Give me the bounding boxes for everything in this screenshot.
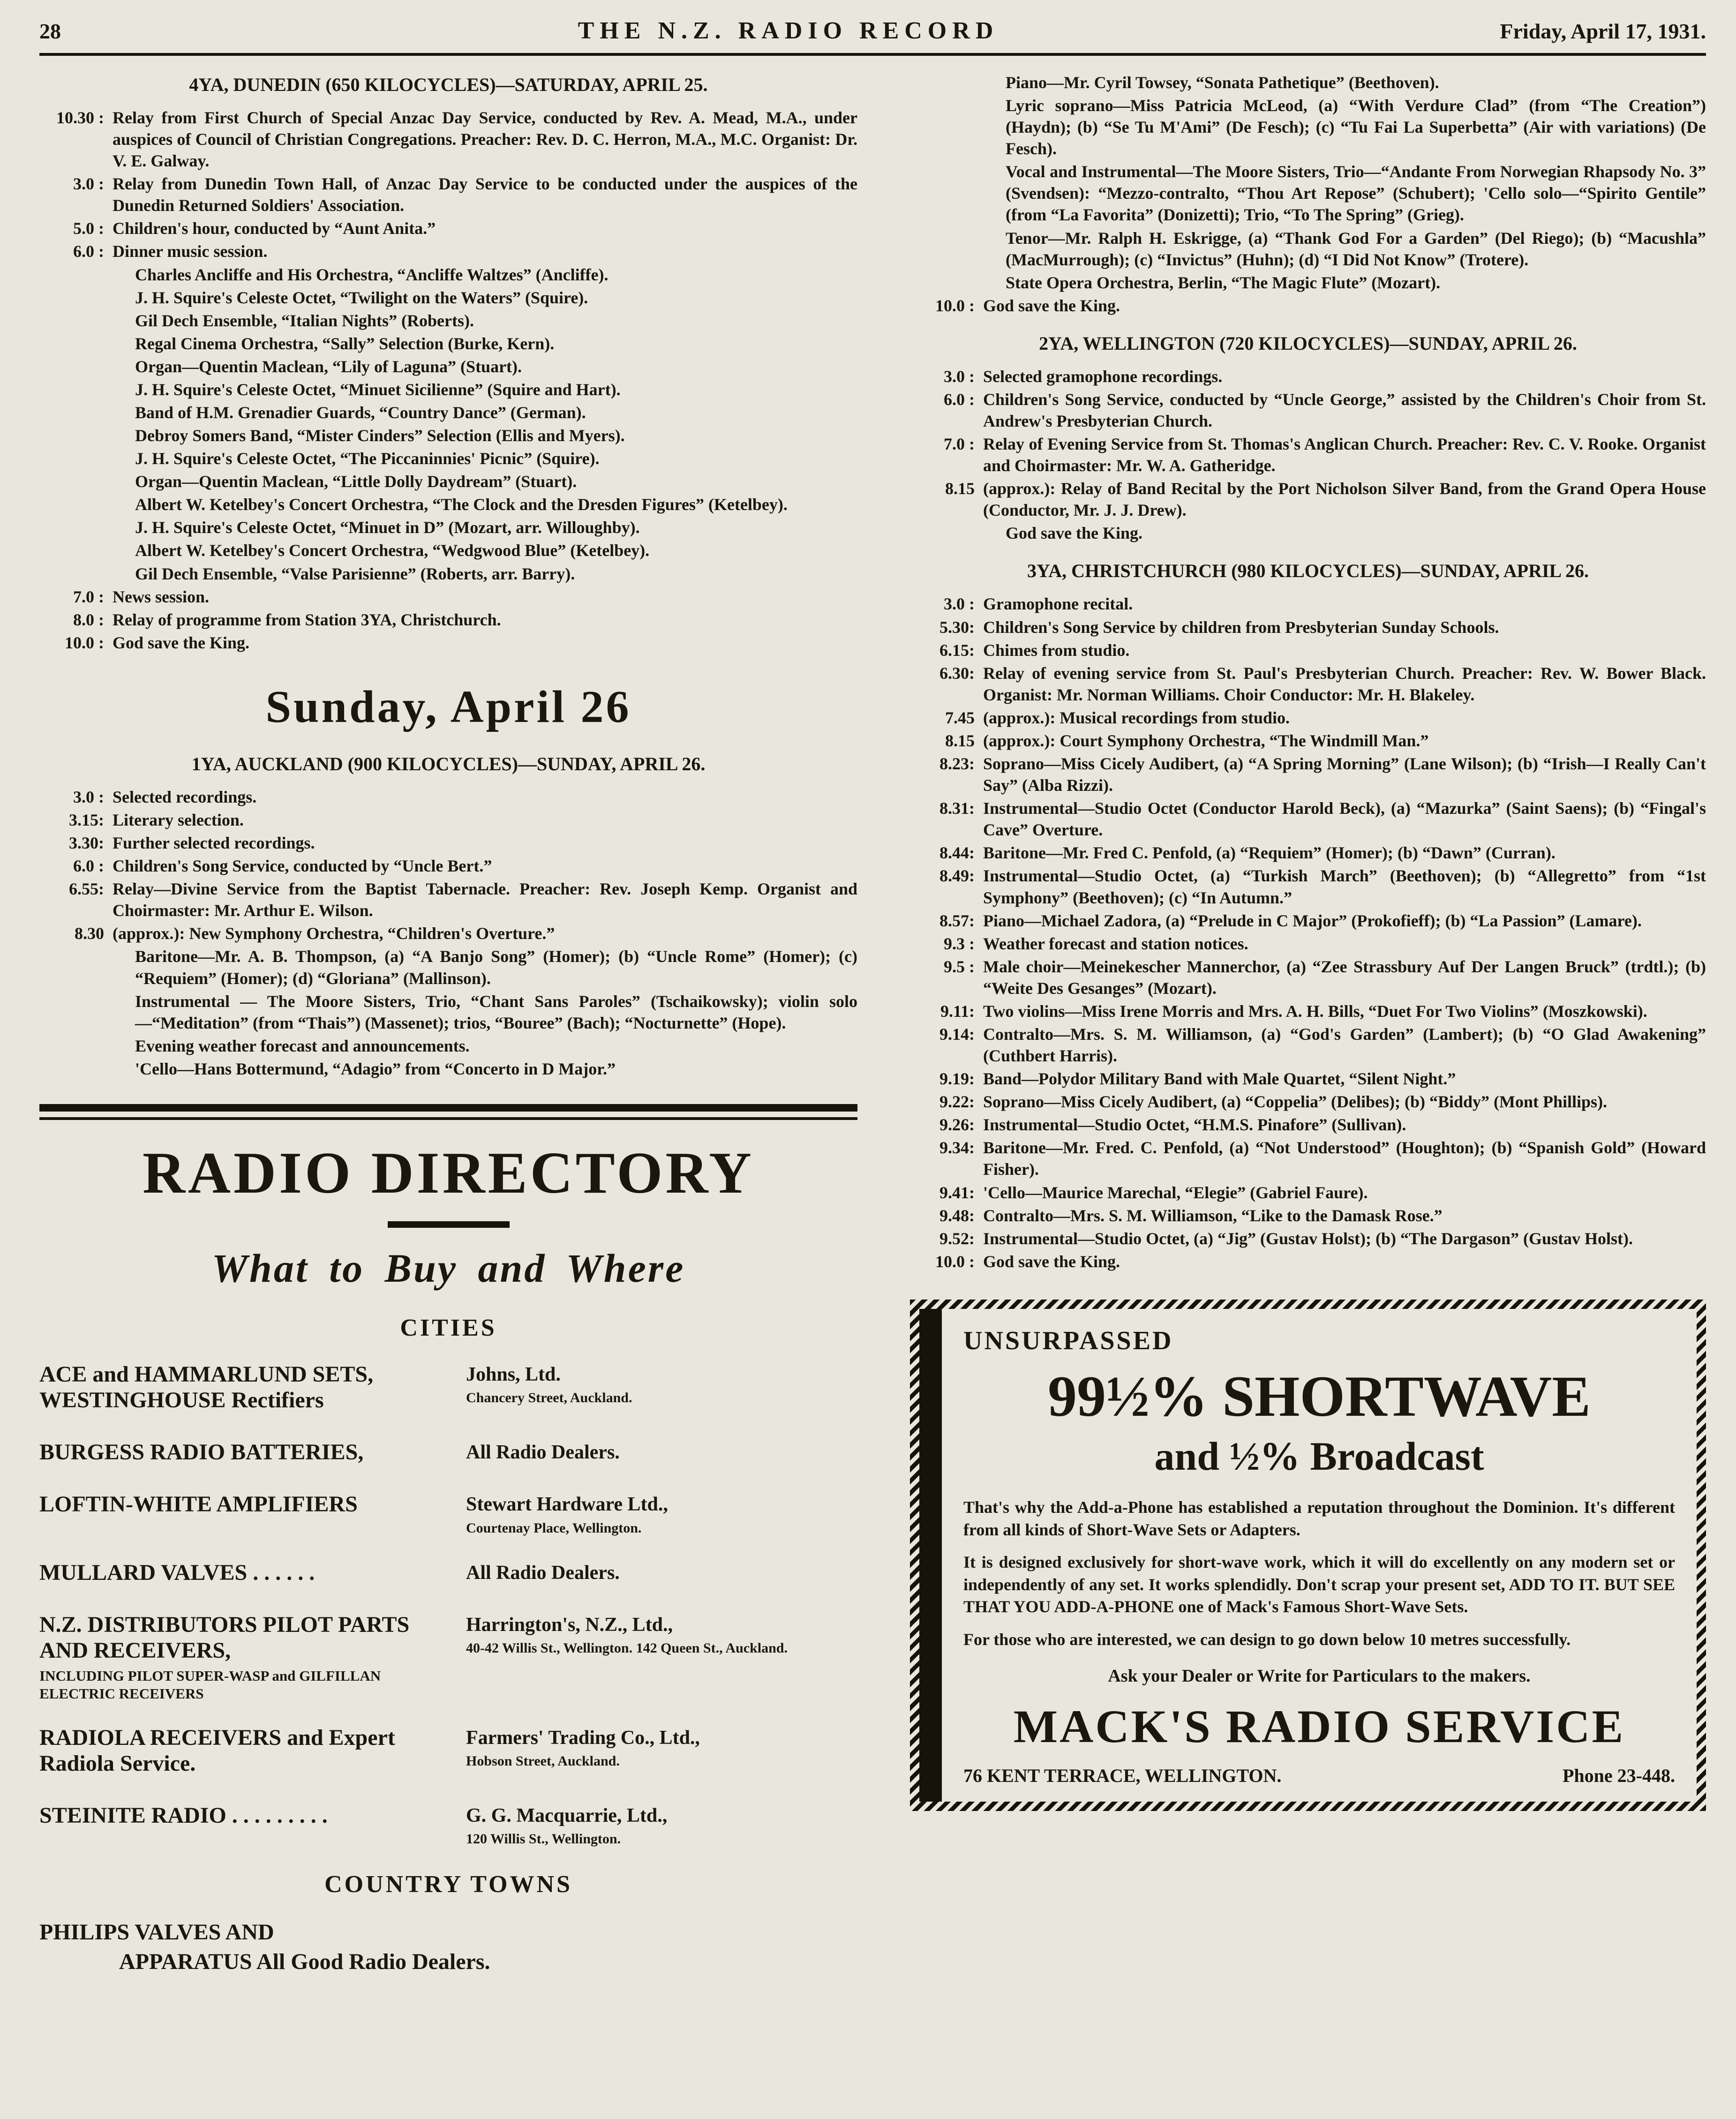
radio-directory-subtitle: What to Buy and Where xyxy=(211,1245,685,1291)
ad-paragraph-2: It is designed exclusively for short-wave work, which it will do excellently on any modern set or independently of any set. It works splendidly. Don't scrap your present set, ADD TO IT. BUT SEE THAT YOU ADD-A-PHONE one of Mack's Famous Short-Wave Sets. xyxy=(963,1553,1675,1616)
programme-item xyxy=(910,730,1706,751)
programme-time: 9.26: xyxy=(939,1115,975,1135)
programme-text: Contralto—Mrs. S. M. Williamson, (a) “God's Garden” (Lambert); (b) “O Glad Awakening” (Cuthbert Harris). xyxy=(983,1024,1706,1066)
programme-text: Organ—Quentin Maclean, “Lily of Laguna” (Stuart). xyxy=(135,357,522,376)
programme-time: 9.48: xyxy=(939,1206,975,1225)
programme-time xyxy=(39,540,113,561)
directory-entry xyxy=(39,1803,857,1848)
advertisement-macks-radio xyxy=(910,1300,1706,1811)
programme-item xyxy=(910,1068,1706,1090)
ad-paragraph-1: That's why the Add-a-Phone has established a reputation throughout the Dominion. It's different from all kinds of Short-Wave Sets or Adapters. xyxy=(963,1498,1675,1539)
programme-item xyxy=(910,433,1706,476)
ad-headline: 99½% SHORTWAVE xyxy=(1048,1364,1591,1428)
programme-list-4ya xyxy=(39,107,857,654)
programme-text: God save the King. xyxy=(983,1252,1120,1271)
programme-time: 9.5 : xyxy=(944,957,975,976)
programme-item xyxy=(39,310,857,331)
programme-time: 8.30 xyxy=(75,924,104,943)
programme-time xyxy=(910,272,983,293)
programme-item xyxy=(39,448,857,469)
programme-time: 9.14: xyxy=(939,1024,975,1044)
programme-text: Baritone—Mr. A. B. Thompson, (a) “A Banjo Song” (Homer); (b) “Uncle Rome” (Homer); (c) “Requiem” (Homer); (d) “Gloriana” (Mallinson). xyxy=(135,947,857,988)
ad-left-black-bar xyxy=(919,1309,942,1802)
programme-text: Instrumental — The Moore Sisters, Trio, “Chant Sans Paroles” (Tschaikowsky); violin solo—“Meditation” (from “Thais”) (Massenet); trios, “Bouree” (Bach); “Nocturnette” (Hope). xyxy=(135,992,857,1032)
programme-text: Instrumental—Studio Octet (Conductor Harold Beck), (a) “Mazurka” (Saint Saens); (b) “Fingal's Cave” Overture. xyxy=(983,799,1706,840)
programme-item xyxy=(39,264,857,286)
programme-time: 7.0 : xyxy=(944,435,975,454)
short-divider-rule xyxy=(388,1221,510,1228)
programme-text: Piano—Michael Zadora, (a) “Prelude in C Major” (Prokofieff); (b) “La Passion” (Lamare). xyxy=(983,911,1642,930)
programme-text: Literary selection. xyxy=(113,810,244,829)
station-heading-1ya-auckland: 1YA, AUCKLAND (900 KILOCYCLES)—SUNDAY, APRIL 26. xyxy=(191,753,706,774)
programme-list-3ya xyxy=(910,593,1706,1272)
programme-time: 8.31: xyxy=(939,799,975,818)
programme-text: Weather forecast and station notices. xyxy=(983,934,1248,953)
programme-text: Further selected recordings. xyxy=(113,834,315,853)
programme-item xyxy=(910,161,1706,225)
programme-text: State Opera Orchestra, Berlin, “The Magic Flute” (Mozart). xyxy=(1006,273,1441,292)
programme-text: J. H. Squire's Celeste Octet, “The Piccaninnies' Picnic” (Squire). xyxy=(135,449,600,468)
programme-time xyxy=(39,402,113,423)
programme-item xyxy=(39,786,857,808)
ad-address: 76 KENT TERRACE, WELLINGTON. xyxy=(963,1765,1282,1787)
directory-entry-product xyxy=(39,1560,452,1589)
programme-time: 6.0 : xyxy=(73,857,104,876)
directory-entries xyxy=(39,1361,857,1848)
programme-item xyxy=(910,707,1706,729)
programme-time: 3.0 : xyxy=(944,594,975,614)
directory-entry-product xyxy=(39,1361,452,1417)
directory-vendor-address: Chancery Street, Auckland. xyxy=(466,1390,632,1406)
programme-text: Relay of evening service from St. Paul's Presbyterian Church. Preacher: Rev. W. Bower Black. Organist: Mr. Norman Williams. Choir Conductor: Mr. H. Blakeley. xyxy=(983,663,1706,704)
directory-entry-vendor xyxy=(466,1725,857,1780)
directory-vendor-address: Courtenay Place, Wellington. xyxy=(466,1520,642,1536)
programme-item xyxy=(910,295,1706,316)
programme-text: Tenor—Mr. Ralph H. Eskrigge, (a) “Thank God For a Garden” (Del Riego); (b) “Macushla” (MacMurrough); (c) “Invictus” (Huhn); (d) “I Did Not Know” (Trotere). xyxy=(1006,228,1706,269)
programme-time xyxy=(39,563,113,585)
programme-time xyxy=(39,333,113,354)
programme-time: 9.3 : xyxy=(944,934,975,953)
programme-item xyxy=(39,240,857,262)
directory-product-name: STEINITE RADIO . . . . . . . . . xyxy=(39,1803,328,1828)
programme-item xyxy=(910,933,1706,954)
right-column xyxy=(910,72,1706,1976)
programme-text: Children's Song Service by children from Presbyterian Sunday Schools. xyxy=(983,617,1499,637)
directory-vendor-name: Farmers' Trading Co., Ltd., xyxy=(466,1727,700,1749)
programme-item xyxy=(39,1058,857,1080)
programme-time: 8.0 : xyxy=(73,610,104,629)
programme-time xyxy=(39,1035,113,1057)
programme-item xyxy=(910,639,1706,661)
programme-item xyxy=(39,991,857,1034)
programme-text: Vocal and Instrumental—The Moore Sisters, Trio—“Andante From Norwegian Rhapsody No. 3” (Svendsen): “Mezzo-contralto, “Thou Art Repose” (Schubert); 'Cello solo—“Spirito Gentile” (from “La Favorita” (Donizetti); Trio, “To The Spring” (Grieg). xyxy=(1006,162,1706,225)
station-heading-4ya-dunedin: 4YA, DUNEDIN (650 KILOCYCLES)—SATURDAY, APRIL 25. xyxy=(189,74,708,95)
programme-item xyxy=(910,227,1706,271)
programme-item xyxy=(39,471,857,492)
programme-text: Children's Song Service, conducted by “Uncle Bert.” xyxy=(113,857,492,876)
programme-item xyxy=(39,855,857,877)
programme-text: Children's Song Service, conducted by “Uncle George,” assisted by the Children's Choir from St. Andrew's Presbyterian Church. xyxy=(983,390,1706,431)
ad-brand-name: MACK'S RADIO SERVICE xyxy=(1013,1700,1625,1753)
country-entry-line2: APPARATUS All Good Radio Dealers. xyxy=(119,1949,490,1974)
programme-text: (approx.): New Symphony Orchestra, “Children's Overture.” xyxy=(113,924,555,943)
programme-text: Regal Cinema Orchestra, “Sally” Selection (Burke, Kern). xyxy=(135,334,555,353)
ad-tagline: UNSURPASSED xyxy=(963,1326,1173,1355)
programme-time: 5.0 : xyxy=(73,219,104,238)
programme-time: 8.57: xyxy=(939,911,975,930)
programme-time: 3.0 : xyxy=(944,367,975,386)
programme-list-1ya xyxy=(39,786,857,1080)
programme-text: Relay—Divine Service from the Baptist Tabernacle. Preacher: Rev. Joseph Kemp. Organist and Choirmaster: Mr. Arthur E. Wilson. xyxy=(113,879,857,920)
directory-product-note: INCLUDING PILOT SUPER-WASP and GILFILLAN ELECTRIC RECEIVERS xyxy=(39,1668,381,1702)
programme-time xyxy=(39,379,113,400)
programme-time xyxy=(39,310,113,331)
programme-text: Instrumental—Studio Octet, “H.M.S. Pinafore” (Sullivan). xyxy=(983,1115,1406,1135)
directory-entry xyxy=(39,1612,857,1702)
programme-time xyxy=(39,517,113,538)
programme-text: Two violins—Miss Irene Morris and Mrs. A. H. Bills, “Duet For Two Violins” (Moszkowski). xyxy=(983,1001,1647,1021)
day-heading-sunday: Sunday, April 26 xyxy=(265,681,631,732)
programme-text: Albert W. Ketelbey's Concert Orchestra, “The Clock and the Dresden Figures” (Ketelbey). xyxy=(135,495,788,514)
programme-time xyxy=(910,522,983,544)
programme-item xyxy=(910,522,1706,544)
directory-product-name: LOFTIN-WHITE AMPLIFIERS xyxy=(39,1492,358,1517)
directory-entry-vendor xyxy=(466,1439,857,1469)
programme-time: 3.30: xyxy=(69,834,104,853)
directory-entry-product xyxy=(39,1439,452,1469)
programme-time: 9.34: xyxy=(939,1138,975,1157)
ad-footer xyxy=(963,1765,1675,1787)
programme-item xyxy=(39,287,857,308)
programme-item xyxy=(39,107,857,172)
programme-time: 9.41: xyxy=(939,1183,975,1202)
programme-time: 8.49: xyxy=(939,866,975,886)
programme-item xyxy=(39,563,857,585)
programme-item xyxy=(910,1114,1706,1135)
programme-text: Baritone—Mr. Fred. C. Penfold, (a) “Not Understood” (Houghton); (b) “Spanish Gold” (Howard Fisher). xyxy=(983,1138,1706,1179)
programme-time: 9.19: xyxy=(939,1069,975,1089)
directory-entry xyxy=(39,1725,857,1780)
directory-entry xyxy=(39,1491,857,1537)
cities-heading: CITIES xyxy=(400,1314,497,1341)
programme-time: 7.45 xyxy=(945,708,975,727)
directory-entry-vendor xyxy=(466,1560,857,1589)
programme-text: Albert W. Ketelbey's Concert Orchestra, “Wedgwood Blue” (Ketelbey). xyxy=(135,541,650,560)
issue-date: Friday, April 17, 1931. xyxy=(1500,19,1706,43)
page-number: 28 xyxy=(39,19,61,43)
ad-paragraph-3: For those who are interested, we can design to go down below 10 metres successfully. xyxy=(963,1630,1571,1649)
directory-vendor-address: 40-42 Willis St., Wellington. 142 Queen St., Auckland. xyxy=(466,1640,788,1656)
programme-text: Band—Polydor Military Band with Male Quartet, “Silent Night.” xyxy=(983,1069,1456,1089)
programme-time: 8.15 xyxy=(945,731,975,750)
programme-item xyxy=(39,173,857,216)
programme-time xyxy=(39,991,113,1034)
programme-item xyxy=(39,809,857,831)
programme-item xyxy=(910,1137,1706,1180)
station-heading-2ya-wellington: 2YA, WELLINGTON (720 KILOCYCLES)—SUNDAY, APRIL 26. xyxy=(1039,332,1577,354)
programme-text: Band of H.M. Grenadier Guards, “Country Dance” (German). xyxy=(135,403,586,422)
programme-item xyxy=(910,272,1706,293)
programme-list-2ya xyxy=(910,366,1706,544)
programme-item xyxy=(39,218,857,239)
programme-text: Baritone—Mr. Fred C. Penfold, (a) “Requiem” (Homer); (b) “Dawn” (Curran). xyxy=(983,843,1556,863)
programme-item xyxy=(910,478,1706,521)
directory-vendor-name: Johns, Ltd. xyxy=(466,1363,561,1385)
programme-time: 8.44: xyxy=(939,843,975,863)
ad-call-to-action: Ask your Dealer or Write for Particulars to the makers. xyxy=(1108,1666,1531,1686)
directory-vendor-name: G. G. Macquarrie, Ltd., xyxy=(466,1805,668,1827)
ad-phone: Phone 23-448. xyxy=(1563,1765,1675,1787)
directory-vendor-name: Stewart Hardware Ltd., xyxy=(466,1494,668,1516)
country-entry-line1: PHILIPS VALVES AND xyxy=(39,1920,274,1945)
programme-text: Lyric soprano—Miss Patricia McLeod, (a) “With Verdure Clad” (from “The Creation”) (Haydn); (b) “Se Tu M'Ami” (De Fesch); (c) “Tu Fai La Superbetta” (Air with variations) (De Fesch). xyxy=(1006,96,1706,158)
programme-item xyxy=(910,1251,1706,1272)
programme-item xyxy=(910,1182,1706,1203)
directory-entry-vendor xyxy=(466,1612,857,1702)
directory-product-name: ACE and HAMMARLUND SETS, WESTINGHOUSE Rectifiers xyxy=(39,1361,374,1413)
programme-text: Charles Ancliffe and His Orchestra, “Ancliffe Waltzes” (Ancliffe). xyxy=(135,265,609,284)
ad-content xyxy=(942,1309,1697,1802)
programme-time xyxy=(39,1058,113,1080)
programme-time xyxy=(39,287,113,308)
programme-item xyxy=(39,832,857,854)
directory-entry-product xyxy=(39,1803,452,1848)
directory-vendor-name: All Radio Dealers. xyxy=(466,1562,620,1584)
directory-vendor-name: Harrington's, N.Z., Ltd., xyxy=(466,1614,673,1636)
programme-text: (approx.): Court Symphony Orchestra, “The Windmill Man.” xyxy=(983,731,1429,750)
programme-time: 6.0 : xyxy=(944,390,975,409)
programme-time: 9.22: xyxy=(939,1092,975,1112)
programme-item xyxy=(910,1091,1706,1112)
programme-item xyxy=(39,609,857,631)
programme-text: J. H. Squire's Celeste Octet, “Twilight on the Waters” (Squire). xyxy=(135,288,588,307)
programme-text: J. H. Squire's Celeste Octet, “Minuet in D” (Mozart, arr. Willoughby). xyxy=(135,518,640,537)
advertisement-inner xyxy=(919,1309,1697,1802)
programme-text: Instrumental—Studio Octet, (a) “Turkish March” (Beethoven); (b) “Allegretto” from “1st Symphony” (Beethoven); (c) “In Autumn.” xyxy=(983,866,1706,907)
programme-time xyxy=(910,72,983,93)
programme-item xyxy=(39,540,857,561)
directory-vendor-address: 120 Willis St., Wellington. xyxy=(466,1831,621,1847)
programme-item xyxy=(39,923,857,944)
programme-text: Instrumental—Studio Octet, (a) “Jig” (Gustav Holst); (b) “The Dargason” (Gustav Holst). xyxy=(983,1229,1633,1248)
programme-time: 10.0 : xyxy=(935,296,975,315)
programme-item xyxy=(910,616,1706,638)
programme-time xyxy=(39,264,113,286)
programme-item xyxy=(910,956,1706,999)
directory-entry-vendor xyxy=(466,1361,857,1417)
programme-item xyxy=(910,662,1706,706)
programme-item xyxy=(39,1035,857,1057)
country-towns-heading: COUNTRY TOWNS xyxy=(324,1871,572,1898)
programme-text: Relay of programme from Station 3YA, Christchurch. xyxy=(113,610,501,629)
programme-item xyxy=(910,1023,1706,1067)
programme-time xyxy=(910,161,983,225)
directory-entry-product xyxy=(39,1725,452,1780)
programme-text: Contralto—Mrs. S. M. Williamson, “Like to the Damask Rose.” xyxy=(983,1206,1443,1225)
programme-item xyxy=(39,878,857,921)
programme-text: God save the King. xyxy=(983,296,1120,315)
programme-item xyxy=(910,72,1706,93)
directory-product-name: RADIOLA RECEIVERS and Expert Radiola Service. xyxy=(39,1725,395,1776)
programme-text: 'Cello—Hans Bottermund, “Adagio” from “Concerto in D Major.” xyxy=(135,1059,616,1078)
programme-text: 'Cello—Maurice Marechal, “Elegie” (Gabriel Faure). xyxy=(983,1183,1368,1202)
programme-text: Evening weather forecast and announcements. xyxy=(135,1036,470,1055)
directory-entry-vendor xyxy=(466,1803,857,1848)
programme-item xyxy=(910,366,1706,387)
directory-entry xyxy=(39,1439,857,1469)
programme-text: Male choir—Meinekescher Mannerchor, (a) “Zee Strassbury Auf Der Langen Bruck” (trdtl.); (b) “Weite Des Gesanges” (Mozart). xyxy=(983,957,1706,998)
programme-time: 7.0 : xyxy=(73,587,104,606)
programme-time: 9.11: xyxy=(940,1001,975,1021)
page-header xyxy=(39,17,1706,56)
programme-item xyxy=(39,586,857,608)
programme-text: News session. xyxy=(113,587,210,606)
programme-time xyxy=(39,356,113,377)
programme-item xyxy=(910,1000,1706,1022)
programme-time: 3.0 : xyxy=(73,787,104,806)
programme-text: J. H. Squire's Celeste Octet, “Minuet Sicilienne” (Squire and Hart). xyxy=(135,380,621,399)
programme-text: Gil Dech Ensemble, “Italian Nights” (Roberts). xyxy=(135,311,474,330)
programme-time xyxy=(910,227,983,271)
directory-vendor-address: Hobson Street, Auckland. xyxy=(466,1753,620,1769)
programme-item xyxy=(910,842,1706,864)
programme-item xyxy=(39,946,857,989)
programme-time: 8.15 xyxy=(945,479,975,498)
programme-item xyxy=(910,1205,1706,1226)
programme-time xyxy=(39,425,113,446)
programme-time xyxy=(39,946,113,989)
programme-time: 9.52: xyxy=(939,1229,975,1248)
programme-text: Relay from First Church of Special Anzac Day Service, conducted by Rev. A. Mead, M.A., under auspices of Council of Christian Congregations. Preacher: Rev. D. C. Herron, M.A., M.C. Organist: Dr. V. E. Galway. xyxy=(113,108,857,171)
programme-item xyxy=(910,910,1706,932)
programme-text: Gramophone recital. xyxy=(983,594,1133,614)
programme-text: God save the King. xyxy=(113,633,250,652)
programme-item xyxy=(910,797,1706,841)
programme-item xyxy=(910,95,1706,159)
ad-subline: and ½% Broadcast xyxy=(1154,1434,1484,1479)
masthead-title: THE N.Z. RADIO RECORD xyxy=(578,17,999,44)
programme-text: Selected gramophone recordings. xyxy=(983,367,1223,386)
programme-item xyxy=(39,333,857,354)
programme-text: Soprano—Miss Cicely Audibert, (a) “Coppelia” (Delibes); (b) “Biddy” (Mont Phillips). xyxy=(983,1092,1608,1112)
directory-entry xyxy=(39,1361,857,1417)
programme-item xyxy=(910,753,1706,796)
programme-text: God save the King. xyxy=(1006,524,1143,543)
programme-item xyxy=(910,1228,1706,1249)
programme-text: (approx.): Relay of Band Recital by the Port Nicholson Silver Band, from the Grand Opera House (Conductor, Mr. J. J. Drew). xyxy=(983,479,1706,520)
programme-text: Organ—Quentin Maclean, “Little Dolly Daydream” (Stuart). xyxy=(135,472,577,491)
programme-text: Gil Dech Ensemble, “Valse Parisienne” (Roberts, arr. Barry). xyxy=(135,564,575,583)
programme-time: 6.30: xyxy=(939,663,975,683)
directory-product-name: BURGESS RADIO BATTERIES, xyxy=(39,1440,364,1465)
left-column xyxy=(39,72,857,1976)
programme-item xyxy=(39,517,857,538)
programme-time: 5.30: xyxy=(939,617,975,637)
directory-product-name: MULLARD VALVES . . . . . . xyxy=(39,1560,315,1585)
station-heading-3ya-christchurch: 3YA, CHRISTCHURCH (980 KILOCYCLES)—SUNDAY, APRIL 26. xyxy=(1027,560,1589,582)
radio-directory-title: RADIO DIRECTORY xyxy=(143,1140,754,1206)
directory-entry-product xyxy=(39,1612,452,1702)
programme-item xyxy=(39,379,857,400)
programme-time xyxy=(910,95,983,159)
programme-time: 6.55: xyxy=(69,879,104,899)
programme-text: Relay from Dunedin Town Hall, of Anzac Day Service to be conducted under the auspices of the Dunedin Returned Soldiers' Association. xyxy=(113,174,857,215)
page-columns xyxy=(39,72,1706,1976)
programme-item xyxy=(39,632,857,654)
programme-text: Dinner music session. xyxy=(113,242,268,261)
programme-item xyxy=(910,593,1706,615)
directory-entry-product xyxy=(39,1491,452,1537)
section-divider-rule xyxy=(39,1104,857,1120)
programme-item xyxy=(910,865,1706,908)
programme-item xyxy=(39,494,857,515)
programme-time: 3.0 : xyxy=(73,174,104,194)
programme-text: Debroy Somers Band, “Mister Cinders” Selection (Ellis and Myers). xyxy=(135,426,625,445)
directory-vendor-name: All Radio Dealers. xyxy=(466,1442,620,1464)
programme-time xyxy=(39,494,113,515)
programme-item xyxy=(39,402,857,423)
country-towns-entry xyxy=(39,1918,857,1976)
programme-list-1ya-continued xyxy=(910,72,1706,316)
directory-entry-vendor xyxy=(466,1491,857,1537)
programme-text: (approx.): Musical recordings from studio. xyxy=(983,708,1290,727)
programme-text: Chimes from studio. xyxy=(983,640,1130,660)
programme-item xyxy=(39,425,857,446)
programme-time: 10.30 : xyxy=(56,108,104,127)
programme-time xyxy=(39,448,113,469)
directory-entry xyxy=(39,1560,857,1589)
programme-text: Selected recordings. xyxy=(113,787,257,806)
programme-item xyxy=(39,356,857,377)
programme-time: 10.0 : xyxy=(65,633,104,652)
programme-text: Relay of Evening Service from St. Thomas's Anglican Church. Preacher: Rev. C. V. Rooke. Organist and Choirmaster: Mr. W. A. Gatheridge. xyxy=(983,435,1706,475)
programme-text: Children's hour, conducted by “Aunt Anita.” xyxy=(113,219,436,238)
programme-text: Piano—Mr. Cyril Towsey, “Sonata Pathetique” (Beethoven). xyxy=(1006,73,1439,92)
programme-text: Soprano—Miss Cicely Audibert, (a) “A Spring Morning” (Lane Wilson); (b) “Irish—I Really Can't Say” (Alba Rizzi). xyxy=(983,754,1706,795)
programme-item xyxy=(910,389,1706,432)
programme-time: 6.0 : xyxy=(73,242,104,261)
programme-time: 6.15: xyxy=(939,640,975,660)
directory-product-name: N.Z. DISTRIBUTORS PILOT PARTS AND RECEIVERS, xyxy=(39,1612,410,1663)
programme-time: 3.15: xyxy=(69,810,104,829)
programme-time xyxy=(39,471,113,492)
programme-time: 8.23: xyxy=(939,754,975,774)
programme-time: 10.0 : xyxy=(935,1252,975,1271)
